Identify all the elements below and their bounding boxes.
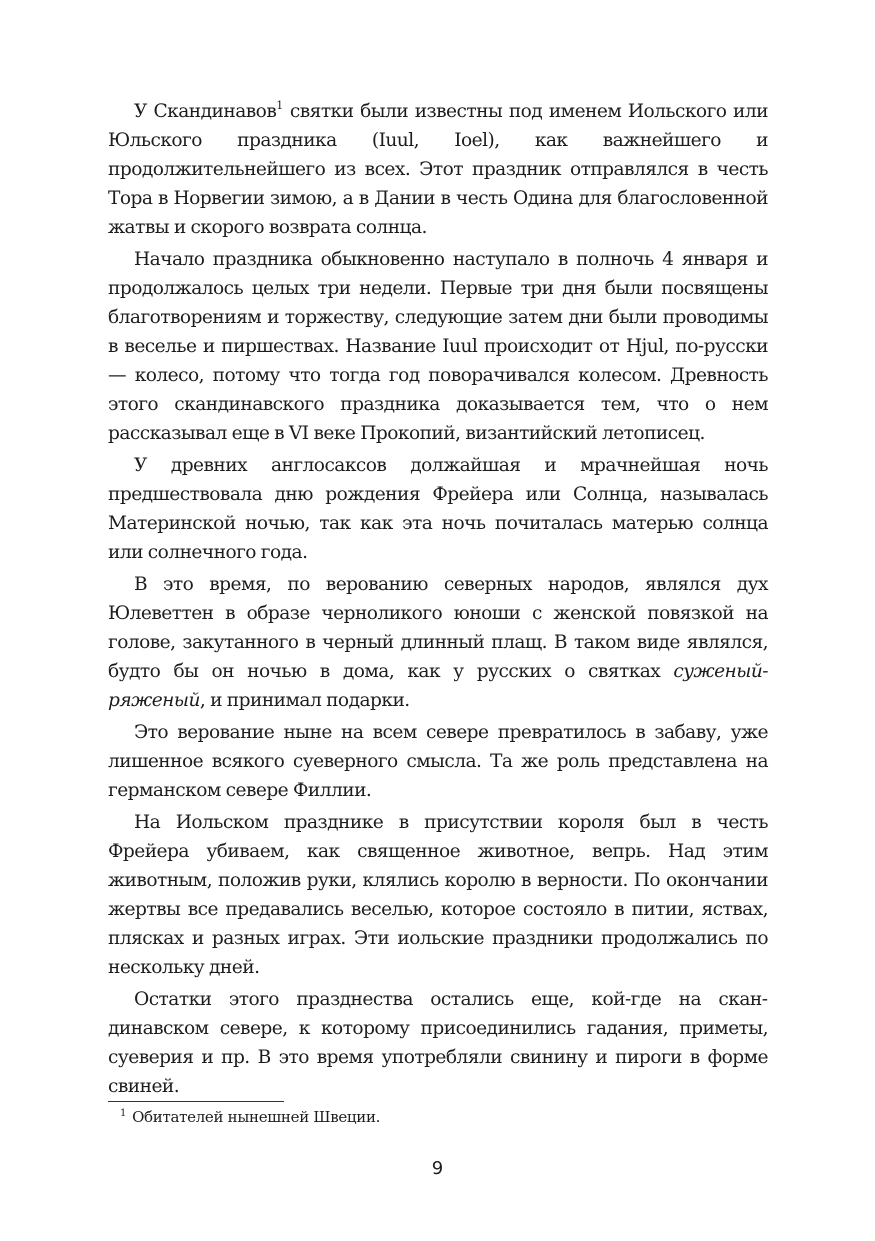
italic-phrase: суженый-ряженый	[108, 661, 768, 711]
paragraph-1	[108, 97, 768, 242]
paragraph-5: Это верование ныне на всем севере превратилось в забаву, уже лишенное всякого суеверного смысла. Та же роль представлена на германском севере Филлии.	[108, 722, 768, 801]
paragraph-7: Остатки этого празднества остались еще, кой-где на скандинавском севере, к которому присоединились гадания, приметы, суеверия и пр. В это время употребляли свинину и пироги в форме свиней.	[108, 989, 768, 1097]
paragraph-1-start: У Скандинавов	[134, 101, 277, 122]
footnote-marker: 1	[120, 1108, 127, 1119]
paragraph-1-rest: святки были известны под именем Иольского или Юльского праздника (Iuul, Ioel), как важнейшего и продолжительнейшего из всех. Этот праздник отправлялся в честь Тора в Норвегии зимою, а в Дании в честь Одина для благословенной жатвы и скорого возврата солнца.	[108, 101, 768, 238]
footnote-text: Обитателей нынешней Швеции.	[132, 1108, 381, 1126]
main-text	[108, 97, 768, 1101]
paragraph-4-start: В это время, по верованию северных народов, являлся дух Юлеветтен в образе чернoликого юноши с женской повязкой на голове, закутанного в черный длинный плащ. В таком виде являлся, будто бы он ночью в дома, как у русских о святках	[108, 574, 768, 682]
paragraph-4-rest: , и принимал подарки.	[199, 690, 410, 711]
page-number: 9	[431, 1158, 444, 1179]
paragraph-6: На Иольском празднике в присутствии короля был в честь Фрейера убиваем, как священное животное, вепрь. Над этим животным, положив руки, клялись королю в верности. По окончании жертвы все предавались веселью, которое состояло в питии, яствах, плясках и разных играх. Эти иольские праздники продолжались по нескольку дней.	[108, 812, 768, 978]
footnote	[120, 1106, 380, 1128]
paragraph-2: Начало праздника обыкновенно наступало в полночь 4 января и продолжалось целых три недели. Первые три дня были посвящены благотворениям и торжеству, следующие затем дни были проводимы в веселье и пиршествах. Название Iuul происходит от Hjul, по-русски — колесо, потому что тогда год поворачивался колесом. Древность этого скандинавского праздника доказывается тем, что о нем рассказывал еще в VI веке Прокопий, византийский летописец.	[108, 249, 768, 444]
paragraph-3: У древних англосаксов должайшая и мрачнейшая ночь предшествовала дню рождения Фрейера или Солнца, называлась Материнской ночью, так как эта ночь почиталась матерью солнца или солнечного года.	[108, 455, 768, 563]
footnote-divider	[108, 1101, 284, 1102]
footnote-reference[interactable]: 1	[276, 99, 284, 112]
paragraph-4	[108, 570, 768, 715]
